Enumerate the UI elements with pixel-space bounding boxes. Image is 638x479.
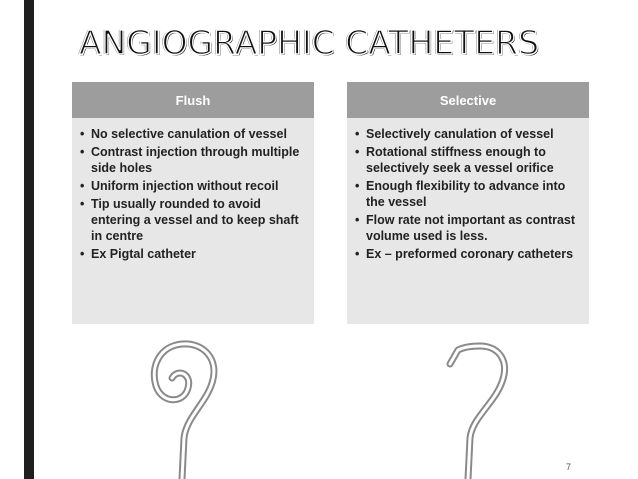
flush-bullet-list [80,126,306,262]
pigtail-catheter-icon [140,338,240,479]
slide-title: ANGIOGRAPHIC CATHETERS [79,23,540,62]
flush-header: Flush [72,82,314,118]
list-item: • Ex – preformed coronary catheters [355,246,581,262]
list-item: • Ex Pigtal catheter [80,246,306,262]
list-item: • Selectively canulation of vessel [355,126,581,142]
list-item: • Contrast injection through multiple side holes [80,144,306,176]
selective-column [347,82,589,324]
list-item: • Tip usually rounded to avoid entering a vessel and to keep shaft in centre [80,196,306,244]
selective-body [347,118,589,262]
list-item: • Flow rate not important as contrast volume used is less. [355,212,581,244]
list-item: • No selective canulation of vessel [80,126,306,142]
selective-header: Selective [347,82,589,118]
page-number: 7 [566,462,572,472]
selective-bullet-list [355,126,581,262]
selective-catheter-icon [440,338,530,479]
left-accent-bar [24,0,34,479]
list-item: • Rotational stiffness enough to selectively seek a vessel orifice [355,144,581,176]
list-item: • Uniform injection without recoil [80,178,306,194]
flush-body [72,118,314,262]
list-item: • Enough flexibility to advance into the vessel [355,178,581,210]
flush-column [72,82,314,324]
